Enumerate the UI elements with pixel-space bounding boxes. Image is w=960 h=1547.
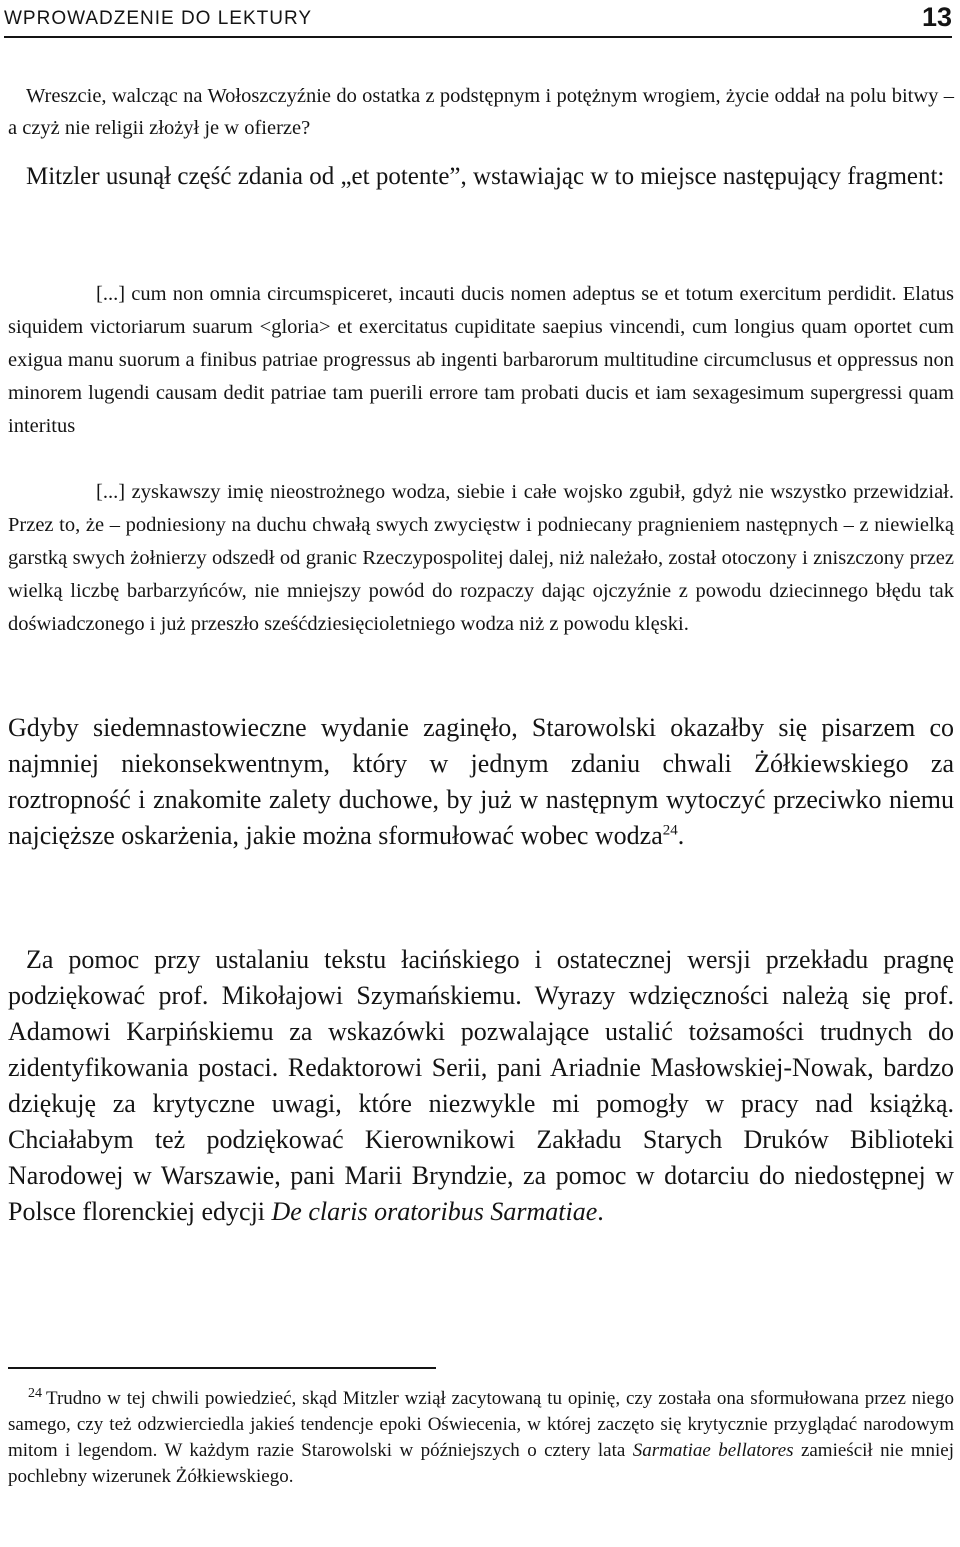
- paragraph-acknowledgements-text: Za pomoc przy ustalaniu tekstu łacińskiego i ostatecznej wersji przekładu pragnę podziękować prof. Mikołajowi Szymańskiemu. Wyrazy wdzięczności należą się prof. Adamowi Karpińskiemu za wskazówki pozwalające ustalić tożsamości trudnych do zidentyfikowania postaci. Redaktorowi Serii, pani Ariadnie Masłowskiej-Nowak, bardzo dziękuję za krytyczne uwagi, które niezwykle mi pomogły w pracy nad książką. Chciałabym też podziękować Kierownikowi Zakładu Starych Druków Biblioteki Narodowej w Warszawie, pani Marii Bryndzie, za pomoc w dotarciu do niedostępnej w Polsce florenckiej edycji: [8, 945, 954, 1226]
- running-title: WPROWADZENIE DO LEKTURY: [4, 8, 313, 29]
- paragraph-commentary: Gdyby siedemnastowieczne wydanie zaginęło, Starowolski okazałby się pisarzem co najmniej niekonsekwentnym, który w jednym zdaniu chwali Żółkiewskiego za roztropność i znakomite zalety duchowe, by już w następnym wytoczyć przeciwko niemu najcięższe oskarżenia, jakie można sformułować wobec wodza$^{24}$.: [8, 713, 954, 850]
- footnote-reference: 24: [662, 822, 678, 839]
- footnote-text-start: Trudno w tej chwili powiedzieć, skąd Mitzler wziął zacytowaną tu opinię, czy została ona sformułowana przez niego samego, czy też odzwierciedla jakieś tendencje epoki Oświecenia, w której zaczęto się krytycznie przyglądać narodowym mitom i legendom. W każdym razie Starowolski w późniejszych o cztery lata: [8, 1388, 954, 1461]
- paragraph-quote-ending: Wreszcie, walcząc na Wołoszczyźnie do ostatka z podstępnym i potężnym wrogiem, życie oddał na polu bitwy – a czyż nie religii złożył je w ofierze?: [8, 85, 954, 139]
- page-number: 13: [921, 2, 952, 32]
- running-header: [4, 2, 952, 38]
- paragraph-acknowledgements: Za pomoc przy ustalaniu tekstu łacińskiego i ostatecznej wersji przekładu pragnę podziękować prof. Mikołajowi Szymańskiemu. Wyrazy wdzięczności należą się prof. Adamowi Karpińskiemu za wskazówki pozwalające ustalić tożsamości trudnych do zidentyfikowania postaci. Redaktorowi Serii, pani Ariadnie Masłowskiej-Nowak, bardzo dziękuję za krytyczne uwagi, które niezwykle mi pomogły w pracy nad książką. Chciałabym też podziękować Kierownikowi Zakładu Starych Druków Biblioteki Narodowej w Warszawie, pani Marii Bryndzie, za pomoc w dotarciu do niedostępnej w Polsce florenckiej edycji De claris oratoribus Sarmatiae.: [8, 945, 954, 1226]
- polish-translation-quotation: [...] zyskawszy imię nieostrożnego wodza, siebie i całe wojsko zgubił, gdyż nie wszystko przewidział. Przez to, że – podniesiony na duchu chwałą swych zwycięstw i podniecany pragnieniem następnych – z niewielką garstką swych żołnierzy odszedł od granic Rzeczypospolitej dalej, niż należało, został otoczony i zniszczony przez wielką liczbę barbarzyńców, nie mniejszy powód do rozpaczy dając ojczyźnie z powodu dziecinnego błędu tak doświadczonego i już przeszło sześćdziesięcioletniego wodza niż z powodu klęski.: [8, 481, 954, 635]
- latin-quotation: [...] cum non omnia circumspiceret, incauti ducis nomen adeptus se et totum exercitum perdidit. Elatus siquidem victoriarum suarum <gloria> et exercitatus cupiditate saepius vincendi, cum longius quam oportet cum exigua manu suorum a finibus patriae progressus ab ingenti barbarorum multitudine circumclusus et oppressus non minorem lugendi causam dedit patriae tam puerili errore tam probati ducis et iam sexagesimum supergressi quam interitus: [8, 283, 954, 437]
- footnote-separator: [8, 1367, 436, 1369]
- footnote-24: [8, 1386, 954, 1490]
- book-title: De claris oratoribus Sarmatiae: [271, 1197, 598, 1226]
- paragraph-commentary-text: Gdyby siedemnastowieczne wydanie zaginęło, Starowolski okazałby się pisarzem co najmniej niekonsekwentnym, który w jednym zdaniu chwali Żółkiewskiego za roztropność i znakomite zalety duchowe, by już w następnym wytoczyć przeciwko niemu najcięższe oskarżenia, jakie można sformułować wobec wodza: [8, 713, 954, 850]
- footnote-text-end: zamieścił nie mniej pochlebny wizerunek Żółkiewskiego.: [8, 1440, 954, 1487]
- paragraph-mitzler-intro: Mitzler usunął część zdania od „et potente”, wstawiając w to miejsce następujący fragment:: [26, 163, 945, 190]
- footnote-mark: 24: [28, 1385, 42, 1401]
- footnote-book-title: Sarmatiae bellatores: [632, 1440, 794, 1461]
